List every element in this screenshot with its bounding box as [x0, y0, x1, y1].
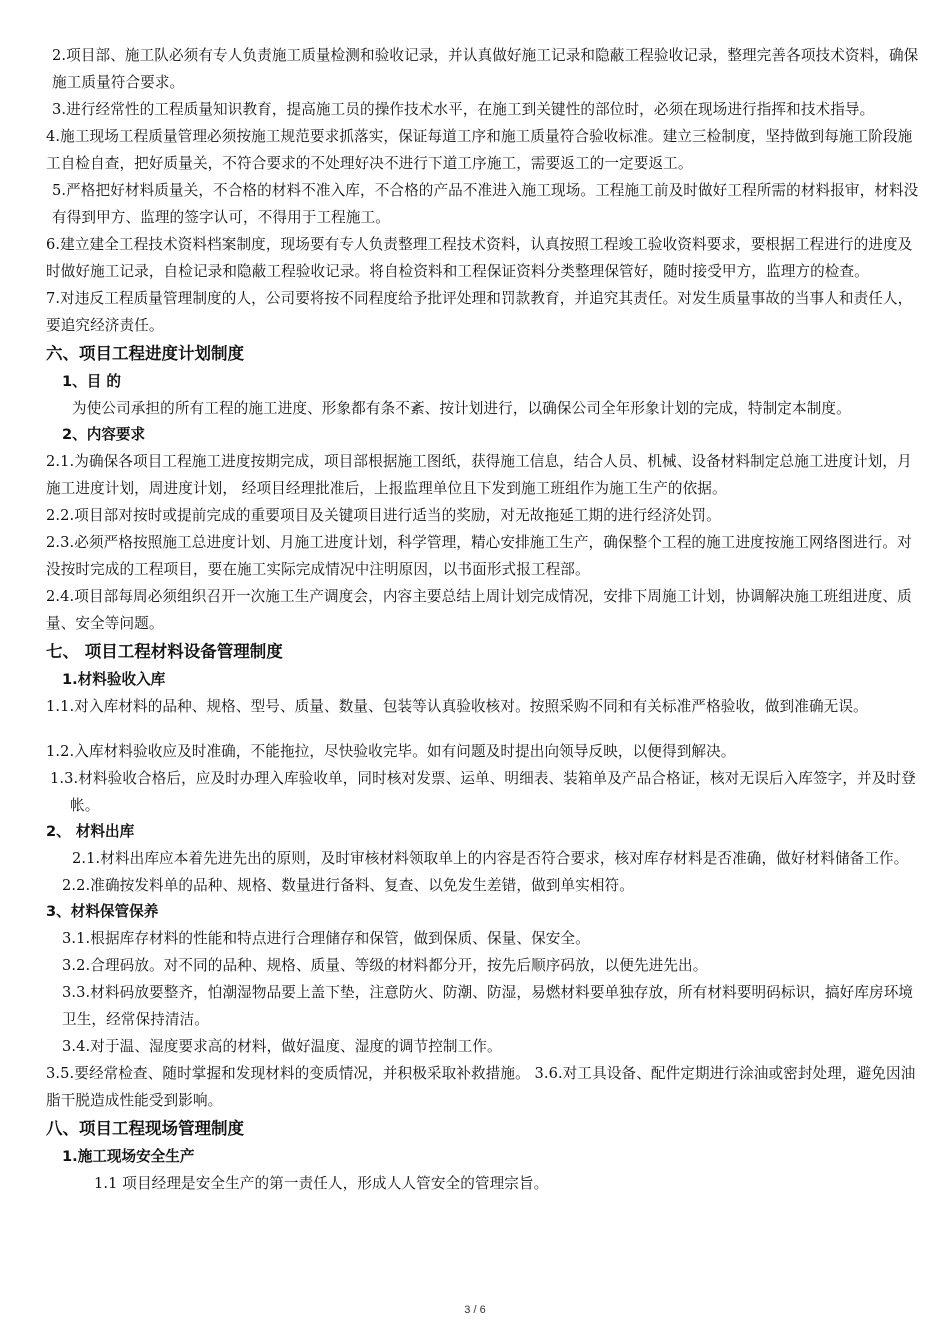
paragraph-4: 4.施工现场工程质量管理必须按施工规范要求抓落实，保证每道工序和施工质量符合验收标准。建立三检制度，坚持做到每施工阶段施工自检自查，把好质量关，不符合要求的不处理好决不进行下道工序施工，需要返工的一定要返工。 — [46, 128, 913, 172]
purpose-text: 为使公司承担的所有工程的施工进度、形象都有条不紊、按计划进行，以确保公司全年形象计划的完成，特制定本制度。 — [72, 400, 851, 417]
paragraph-3: 3.进行经常性的工程质量知识教育，提高施工员的操作技术水平，在施工到关键性的部位时，必须在现场进行指挥和技术指导。 — [52, 101, 875, 118]
clause-1-1: 1.1.对入库材料的品种、规格、型号、质量、数量、包装等认真验收核对。按照采购不同和有关标准严格验收，做到准确无误。 — [46, 698, 868, 715]
clause-issue-2-1: 2.1.材料出库应本着先进先出的原则，及时审核材料领取单上的内容是否符合要求，核对库存材料是否准确，做好材料储备工作。 — [72, 850, 909, 867]
clause-issue-2-2: 2.2.准确按发料单的品种、规格、数量进行备料、复查、以免发生差错，做到单实相符。 — [62, 877, 634, 894]
clause-3-2: 3.2.合理码放。对不同的品种、规格、质量、等级的材料都分开，按先后顺序码放，以便先进先出。 — [62, 957, 708, 974]
subheading-requirements: 2、内容要求 — [62, 426, 146, 443]
section-heading-6: 六、项目工程进度计划制度 — [46, 344, 244, 363]
clause-3-1: 3.1.根据库存材料的性能和特点进行合理储存和保管，做到保质、保量、保安全。 — [62, 930, 590, 947]
subheading-material-storage: 3、材料保管保养 — [46, 903, 159, 920]
paragraph-5: 5.严格把好材料质量关，不合格的材料不准入库，不合格的产品不准进入施工现场。工程施工前及时做好工程所需的材料报审，材料没有得到甲方、监理的签字认可，不得用于工程施工。 — [52, 182, 919, 226]
clause-8-1-1: 1.1 项目经理是安全生产的第一责任人，形成人人管安全的管理宗旨。 — [94, 1175, 549, 1192]
clause-1-3: 1.3.材料验收合格后，应及时办理入库验收单，同时核对发票、运单、明细表、装箱单及产品合格证，核对无误后入库签字，并及时登帐。 — [50, 770, 916, 814]
paragraph-7: 7.对违反工程质量管理制度的人，公司要将按不同程度给予批评处理和罚款教育，并追究其责任。对发生质量事故的当事人和责任人，要追究经济责任。 — [46, 290, 913, 334]
clause-2-4: 2.4.项目部每周必须组织召开一次施工生产调度会，内容主要总结上周计划完成情况，安排下周施工计划，协调解决施工班组进度、质量、安全等问题。 — [46, 588, 912, 632]
section-heading-8: 八、项目工程现场管理制度 — [46, 1119, 244, 1138]
section-heading-7: 七、 项目工程材料设备管理制度 — [46, 642, 283, 661]
clause-3-5: 3.5.要经常检查、随时掌握和发现材料的变质情况，并积极采取补救措施。 3.6.对工具设备、配件定期进行涂油或密封处理，避免因油脂干脱造成性能受到影响。 — [46, 1065, 916, 1109]
clause-2-2: 2.2.项目部对按时或提前完成的重要项目及关键项目进行适当的奖励，对无故拖延工期的进行经济处罚。 — [46, 507, 721, 524]
subheading-material-issue: 2、 材料出库 — [46, 823, 135, 840]
clause-2-1: 2.1.为确保各项目工程施工进度按期完成，项目部根据施工图纸，获得施工信息，结合人员、机械、设备材料制定总施工进度计划，月施工进度计划，周进度计划， 经项目经理批准后，上报监理单位且下发到施工班组作为施工生产的依据。 — [46, 453, 912, 497]
clause-3-3: 3.3.材料码放要整齐，怕潮湿物品要上盖下垫，注意防火、防潮、防湿，易燃材料要单独存放，所有材料要明码标识，搞好库房环境卫生，经常保持清洁。 — [62, 984, 914, 1028]
spacer — [46, 720, 926, 738]
clause-1-2: 1.2.入库材料验收应及时准确，不能拖拉，尽快验收完毕。如有问题及时提出向领导反映，以便得到解决。 — [46, 743, 736, 760]
subheading-site-safety: 1.施工现场安全生产 — [62, 1148, 195, 1165]
clause-2-3: 2.3.必须严格按照施工总进度计划、月施工进度计划，科学管理，精心安排施工生产，确保整个工程的施工进度按施工网络图进行。对没按时完成的工程项目，要在施工实际完成情况中注明原因，以书面形式报工程部。 — [46, 534, 912, 578]
paragraph-2: 2.项目部、施工队必须有专人负责施工质量检测和验收记录，并认真做好施工记录和隐蔽工程验收记录，整理完善各项技术资料，确保施工质量符合要求。 — [52, 47, 919, 91]
subheading-purpose: 1、目 的 — [62, 373, 122, 390]
page-number: 3 / 6 — [464, 1304, 486, 1316]
clause-3-4: 3.4.对于温、湿度要求高的材料，做好温度、湿度的调节控制工作。 — [62, 1038, 502, 1055]
subheading-material-receiving: 1.材料验收入库 — [62, 671, 166, 688]
paragraph-6: 6.建立建全工程技术资料档案制度，现场要有专人负责整理工程技术资料，认真按照工程竣工验收资料要求，要根据工程进行的进度及时做好施工记录，自检记录和隐蔽工程验收记录。将自检资料和工程保证资料分类整理保管好，随时接受甲方，监理方的检查。 — [46, 236, 913, 280]
